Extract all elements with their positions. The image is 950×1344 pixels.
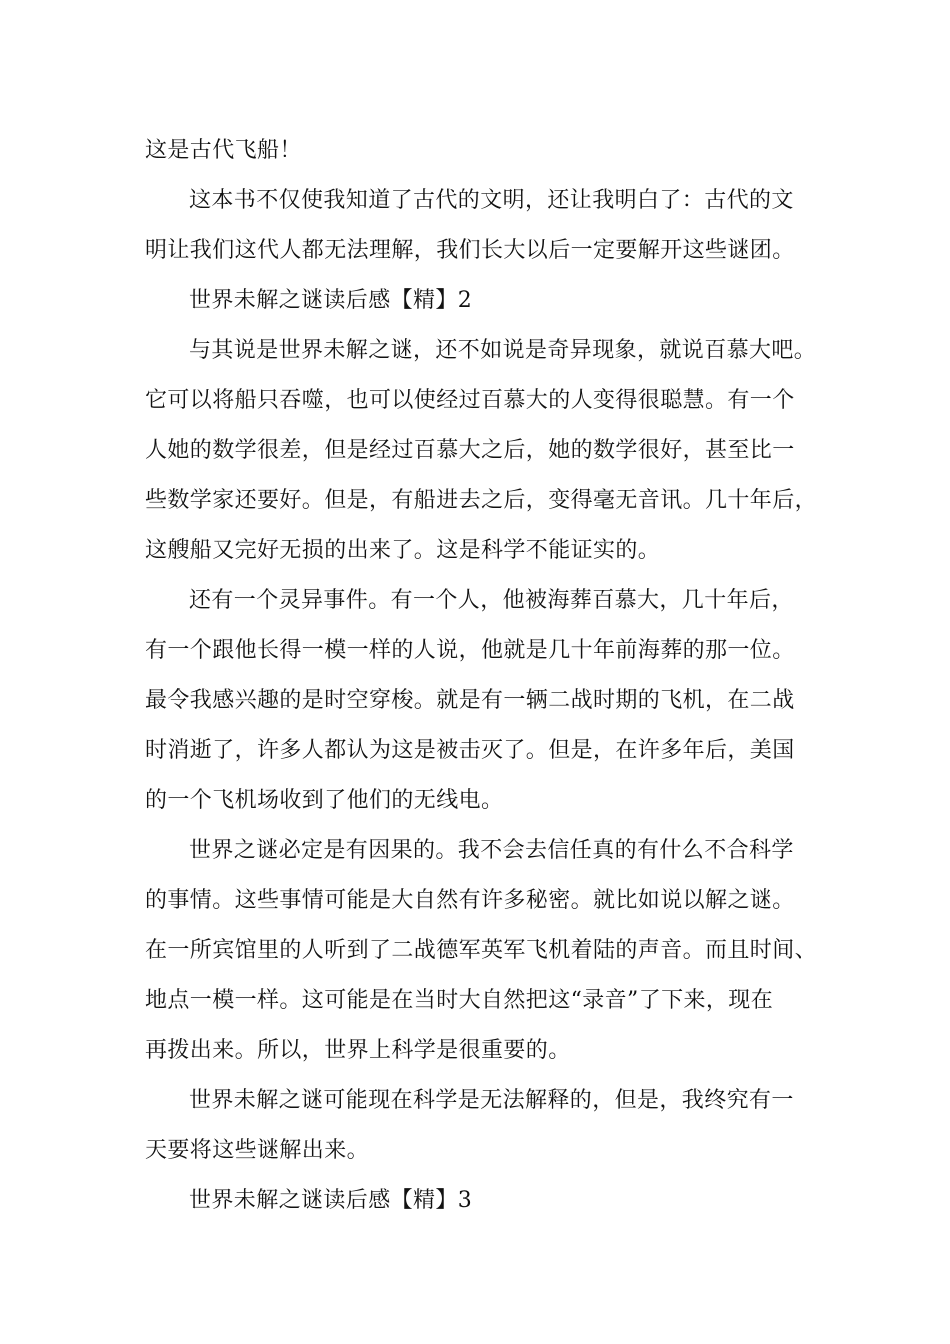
section-heading: 世界未解之谜读后感【精】3 [189,1188,473,1213]
text-line: 它可以将船只吞噬，也可以使经过百慕大的人变得很聪慧。有一个 [145,388,795,413]
text-line: 这艘船又完好无损的出来了。这是科学不能证实的。 [145,538,661,563]
text-line: 人她的数学很差，但是经过百慕大之后，她的数学很好，甚至比一 [145,438,795,463]
paragraph-start: 世界未解之谜可能现在科学是无法解释的，但是，我终究有一 [189,1088,794,1113]
text-line: 天要将这些谜解出来。 [145,1138,370,1163]
paragraph-start: 还有一个灵异事件。有一个人，他被海葬百慕大，几十年后， [189,588,794,613]
paragraph-start: 与其说是世界未解之谜，还不如说是奇异现象，就说百慕大吧。 [189,338,817,363]
text-line: 些数学家还要好。但是，有船进去之后，变得毫无音讯。几十年后， [145,488,818,513]
text-line: 的事情。这些事情可能是大自然有许多秘密。就比如说以解之谜。 [145,888,795,913]
text-line: 再拨出来。所以，世界上科学是很重要的。 [145,1038,571,1063]
paragraph-start: 这本书不仅使我知道了古代的文明，还让我明白了：古代的文 [189,188,794,213]
text-line: 的一个飞机场收到了他们的无线电。 [145,788,504,813]
paragraph-start: 世界之谜必定是有因果的。我不会去信任真的有什么不合科学 [189,838,794,863]
text-line: 在一所宾馆里的人听到了二战德军英军飞机着陆的声音。而且时间、 [145,938,818,963]
section-heading: 世界未解之谜读后感【精】2 [189,288,473,313]
text-line: 明让我们这代人都无法理解，我们长大以后一定要解开这些谜团。 [145,238,795,263]
text-line: 时消逝了，许多人都认为这是被击灭了。但是，在许多年后，美国 [145,738,795,763]
text-line: 这是古代飞船！ [145,138,302,163]
text-line: 有一个跟他长得一模一样的人说，他就是几十年前海葬的那一位。 [145,638,795,663]
text-line: 地点一模一样。这可能是在当时大自然把这“录音”了下来，现在 [145,988,774,1013]
text-line: 最令我感兴趣的是时空穿梭。就是有一辆二战时期的飞机，在二战 [145,688,795,713]
